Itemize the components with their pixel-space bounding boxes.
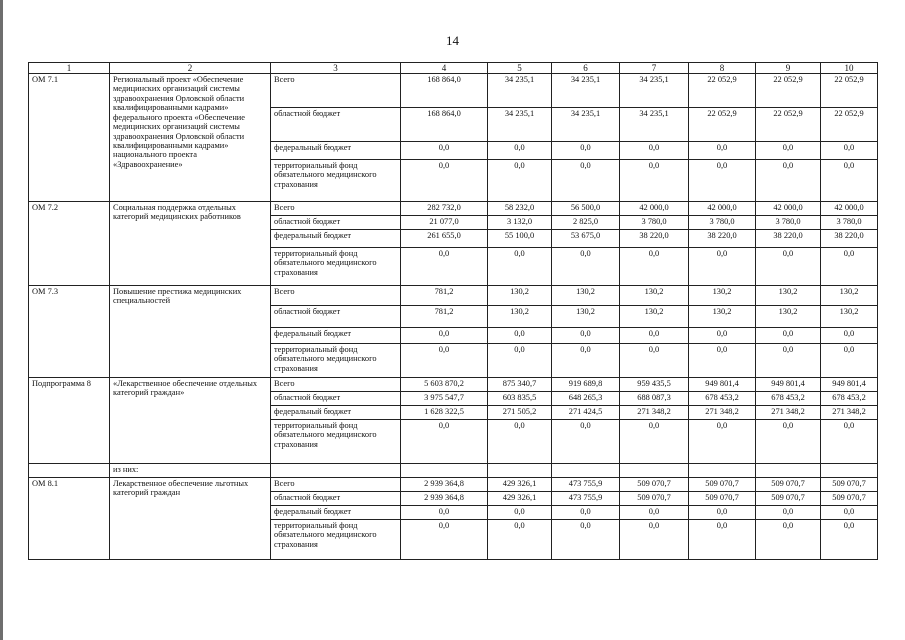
amount-cell: 0,0 (689, 160, 756, 202)
program-name: Повышение престижа медицинских специальностей (110, 286, 271, 378)
amount-cell: 0,0 (620, 248, 689, 286)
funding-source: Всего (271, 478, 401, 492)
program-code: ОМ 7.2 (29, 202, 110, 286)
amount-cell: 509 070,7 (756, 478, 821, 492)
amount-cell: 130,2 (552, 306, 620, 328)
amount-cell: 130,2 (821, 306, 878, 328)
amount-cell: 509 070,7 (821, 478, 878, 492)
amount-cell: 3 132,0 (488, 216, 552, 230)
amount-cell: 0,0 (488, 248, 552, 286)
amount-cell: 22 052,9 (756, 74, 821, 108)
amount-cell: 130,2 (689, 306, 756, 328)
amount-cell: 130,2 (756, 306, 821, 328)
amount-cell: 0,0 (401, 344, 488, 378)
program-name: «Лекарственное обеспечение отдельных категорий граждан» (110, 378, 271, 464)
amount-cell: 271 348,2 (756, 406, 821, 420)
program-code: ОМ 7.3 (29, 286, 110, 378)
empty-cell (620, 464, 689, 478)
amount-cell: 0,0 (689, 520, 756, 560)
amount-cell: 168 864,0 (401, 74, 488, 108)
amount-cell: 0,0 (620, 142, 689, 160)
amount-cell: 0,0 (689, 344, 756, 378)
amount-cell: 22 052,9 (689, 108, 756, 142)
column-header: 7 (620, 63, 689, 74)
amount-cell: 0,0 (821, 160, 878, 202)
amount-cell: 949 801,4 (689, 378, 756, 392)
amount-cell: 0,0 (689, 248, 756, 286)
amount-cell: 509 070,7 (620, 478, 689, 492)
amount-cell: 429 326,1 (488, 478, 552, 492)
amount-cell: 509 070,7 (821, 492, 878, 506)
column-header: 3 (271, 63, 401, 74)
amount-cell: 0,0 (689, 142, 756, 160)
table-row (29, 378, 878, 392)
amount-cell: 3 780,0 (689, 216, 756, 230)
amount-cell: 781,2 (401, 286, 488, 306)
amount-cell: 678 453,2 (689, 392, 756, 406)
amount-cell: 0,0 (821, 248, 878, 286)
amount-cell: 42 000,0 (620, 202, 689, 216)
funding-source: областной бюджет (271, 306, 401, 328)
amount-cell: 0,0 (401, 142, 488, 160)
amount-cell: 34 235,1 (552, 74, 620, 108)
funding-source: федеральный бюджет (271, 328, 401, 344)
column-header: 4 (401, 63, 488, 74)
amount-cell: 688 087,3 (620, 392, 689, 406)
amount-cell: 34 235,1 (488, 108, 552, 142)
amount-cell: 0,0 (488, 142, 552, 160)
amount-cell: 509 070,7 (689, 478, 756, 492)
amount-cell: 0,0 (756, 248, 821, 286)
amount-cell: 0,0 (620, 506, 689, 520)
amount-cell: 0,0 (552, 344, 620, 378)
amount-cell: 0,0 (620, 420, 689, 464)
amount-cell: 2 825,0 (552, 216, 620, 230)
funding-source: федеральный бюджет (271, 406, 401, 420)
funding-source: Всего (271, 286, 401, 306)
amount-cell: 3 780,0 (756, 216, 821, 230)
amount-cell: 875 340,7 (488, 378, 552, 392)
funding-source: Всего (271, 202, 401, 216)
amount-cell: 0,0 (552, 142, 620, 160)
amount-cell: 678 453,2 (821, 392, 878, 406)
funding-source: Всего (271, 378, 401, 392)
empty-cell (756, 464, 821, 478)
amount-cell: 0,0 (552, 420, 620, 464)
amount-cell: 473 755,9 (552, 492, 620, 506)
budget-table (28, 62, 878, 560)
empty-cell (488, 464, 552, 478)
amount-cell: 38 220,0 (689, 230, 756, 248)
program-name: Лекарственное обеспечение льготных категорий граждан (110, 478, 271, 560)
funding-source: территориальный фонд обязательного медицинского страхования (271, 520, 401, 560)
amount-cell: 949 801,4 (821, 378, 878, 392)
empty-cell (271, 464, 401, 478)
amount-cell: 56 500,0 (552, 202, 620, 216)
table-row (29, 202, 878, 216)
amount-cell: 3 780,0 (620, 216, 689, 230)
amount-cell: 21 077,0 (401, 216, 488, 230)
amount-cell: 271 348,2 (821, 406, 878, 420)
program-code: ОМ 8.1 (29, 478, 110, 560)
amount-cell: 0,0 (689, 328, 756, 344)
funding-source: территориальный фонд обязательного медицинского страхования (271, 248, 401, 286)
empty-cell (821, 464, 878, 478)
amount-cell: 168 864,0 (401, 108, 488, 142)
amount-cell: 509 070,7 (689, 492, 756, 506)
amount-cell: 0,0 (401, 328, 488, 344)
amount-cell: 0,0 (620, 160, 689, 202)
program-code: ОМ 7.1 (29, 74, 110, 202)
amount-cell: 0,0 (689, 420, 756, 464)
amount-cell: 271 348,2 (620, 406, 689, 420)
amount-cell: 0,0 (488, 520, 552, 560)
amount-cell: 0,0 (488, 506, 552, 520)
amount-cell: 53 675,0 (552, 230, 620, 248)
amount-cell: 0,0 (488, 420, 552, 464)
amount-cell: 0,0 (401, 506, 488, 520)
amount-cell: 5 603 870,2 (401, 378, 488, 392)
amount-cell: 271 505,2 (488, 406, 552, 420)
amount-cell: 0,0 (552, 506, 620, 520)
amount-cell: 130,2 (620, 286, 689, 306)
column-header: 9 (756, 63, 821, 74)
amount-cell: 3 975 547,7 (401, 392, 488, 406)
amount-cell: 42 000,0 (821, 202, 878, 216)
funding-source: областной бюджет (271, 216, 401, 230)
amount-cell: 603 835,5 (488, 392, 552, 406)
table-row (29, 478, 878, 492)
amount-cell: 130,2 (689, 286, 756, 306)
amount-cell: 0,0 (821, 344, 878, 378)
amount-cell: 0,0 (821, 142, 878, 160)
funding-source: федеральный бюджет (271, 506, 401, 520)
amount-cell: 22 052,9 (689, 74, 756, 108)
amount-cell: 38 220,0 (620, 230, 689, 248)
amount-cell: 0,0 (756, 506, 821, 520)
amount-cell: 271 348,2 (689, 406, 756, 420)
funding-source: областной бюджет (271, 492, 401, 506)
amount-cell: 919 689,8 (552, 378, 620, 392)
amount-cell: 0,0 (620, 520, 689, 560)
amount-cell: 0,0 (821, 506, 878, 520)
table-row (29, 74, 878, 108)
empty-cell (552, 464, 620, 478)
amount-cell: 0,0 (821, 520, 878, 560)
amount-cell: 42 000,0 (756, 202, 821, 216)
amount-cell: 130,2 (488, 306, 552, 328)
amount-cell: 678 453,2 (756, 392, 821, 406)
funding-source: областной бюджет (271, 108, 401, 142)
amount-cell: 0,0 (488, 328, 552, 344)
amount-cell: 0,0 (756, 344, 821, 378)
amount-cell: 130,2 (821, 286, 878, 306)
column-header: 10 (821, 63, 878, 74)
amount-cell: 271 424,5 (552, 406, 620, 420)
empty-cell (689, 464, 756, 478)
amount-cell: 34 235,1 (488, 74, 552, 108)
column-header: 8 (689, 63, 756, 74)
amount-cell: 0,0 (756, 160, 821, 202)
funding-source: областной бюджет (271, 392, 401, 406)
column-header: 1 (29, 63, 110, 74)
amount-cell: 38 220,0 (756, 230, 821, 248)
program-name: Региональный проект «Обеспечение медицинских организаций системы здравоохранения Орловской области квалифицированными кадрами» федерального проекта «Обеспечение медицинских организаций системы здравоохранения Орловской области квалифицированными кадрами» национального проекта «Здравоохранение» (110, 74, 271, 202)
funding-source: территориальный фонд обязательного медицинского страхования (271, 160, 401, 202)
table-row (29, 286, 878, 306)
amount-cell: 261 655,0 (401, 230, 488, 248)
amount-cell: 0,0 (756, 420, 821, 464)
amount-cell: 22 052,9 (821, 108, 878, 142)
amount-cell: 130,2 (756, 286, 821, 306)
amount-cell: 0,0 (552, 248, 620, 286)
amount-cell: 0,0 (488, 344, 552, 378)
amount-cell: 34 235,1 (620, 74, 689, 108)
amount-cell: 2 939 364,8 (401, 478, 488, 492)
column-header: 2 (110, 63, 271, 74)
column-header: 6 (552, 63, 620, 74)
amount-cell: 0,0 (620, 344, 689, 378)
amount-cell: 0,0 (552, 520, 620, 560)
amount-cell: 34 235,1 (620, 108, 689, 142)
column-header: 5 (488, 63, 552, 74)
amount-cell: 0,0 (620, 328, 689, 344)
amount-cell: 0,0 (401, 248, 488, 286)
amount-cell: 0,0 (401, 420, 488, 464)
amount-cell: 648 265,3 (552, 392, 620, 406)
amount-cell: 509 070,7 (756, 492, 821, 506)
amount-cell: 429 326,1 (488, 492, 552, 506)
amount-cell: 0,0 (756, 328, 821, 344)
funding-source: федеральный бюджет (271, 142, 401, 160)
amount-cell: 1 628 322,5 (401, 406, 488, 420)
page-number: 14 (446, 33, 459, 48)
amount-cell: 130,2 (620, 306, 689, 328)
amount-cell: 0,0 (821, 420, 878, 464)
amount-cell: 22 052,9 (756, 108, 821, 142)
amount-cell: 0,0 (401, 160, 488, 202)
of-which-row (29, 464, 878, 478)
amount-cell: 0,0 (756, 520, 821, 560)
amount-cell: 781,2 (401, 306, 488, 328)
amount-cell: 959 435,5 (620, 378, 689, 392)
funding-source: территориальный фонд обязательного медицинского страхования (271, 344, 401, 378)
amount-cell: 949 801,4 (756, 378, 821, 392)
funding-source: федеральный бюджет (271, 230, 401, 248)
column-number-row (29, 63, 878, 74)
amount-cell: 0,0 (756, 142, 821, 160)
funding-source: Всего (271, 74, 401, 108)
empty-cell (29, 464, 110, 478)
program-name: Социальная поддержка отдельных категорий медицинских работников (110, 202, 271, 286)
amount-cell: 22 052,9 (821, 74, 878, 108)
amount-cell: 282 732,0 (401, 202, 488, 216)
amount-cell: 2 939 364,8 (401, 492, 488, 506)
amount-cell: 0,0 (689, 506, 756, 520)
amount-cell: 130,2 (552, 286, 620, 306)
amount-cell: 0,0 (821, 328, 878, 344)
program-code: Подпрограмма 8 (29, 378, 110, 464)
empty-cell (401, 464, 488, 478)
amount-cell: 0,0 (488, 160, 552, 202)
amount-cell: 55 100,0 (488, 230, 552, 248)
amount-cell: 0,0 (401, 520, 488, 560)
amount-cell: 42 000,0 (689, 202, 756, 216)
funding-source: территориальный фонд обязательного медицинского страхования (271, 420, 401, 464)
amount-cell: 58 232,0 (488, 202, 552, 216)
of-which-label: из них: (110, 464, 271, 478)
amount-cell: 130,2 (488, 286, 552, 306)
table-body (29, 74, 878, 560)
amount-cell: 34 235,1 (552, 108, 620, 142)
amount-cell: 3 780,0 (821, 216, 878, 230)
scan-edge (0, 0, 3, 640)
amount-cell: 0,0 (552, 160, 620, 202)
amount-cell: 38 220,0 (821, 230, 878, 248)
amount-cell: 0,0 (552, 328, 620, 344)
amount-cell: 509 070,7 (620, 492, 689, 506)
amount-cell: 473 755,9 (552, 478, 620, 492)
